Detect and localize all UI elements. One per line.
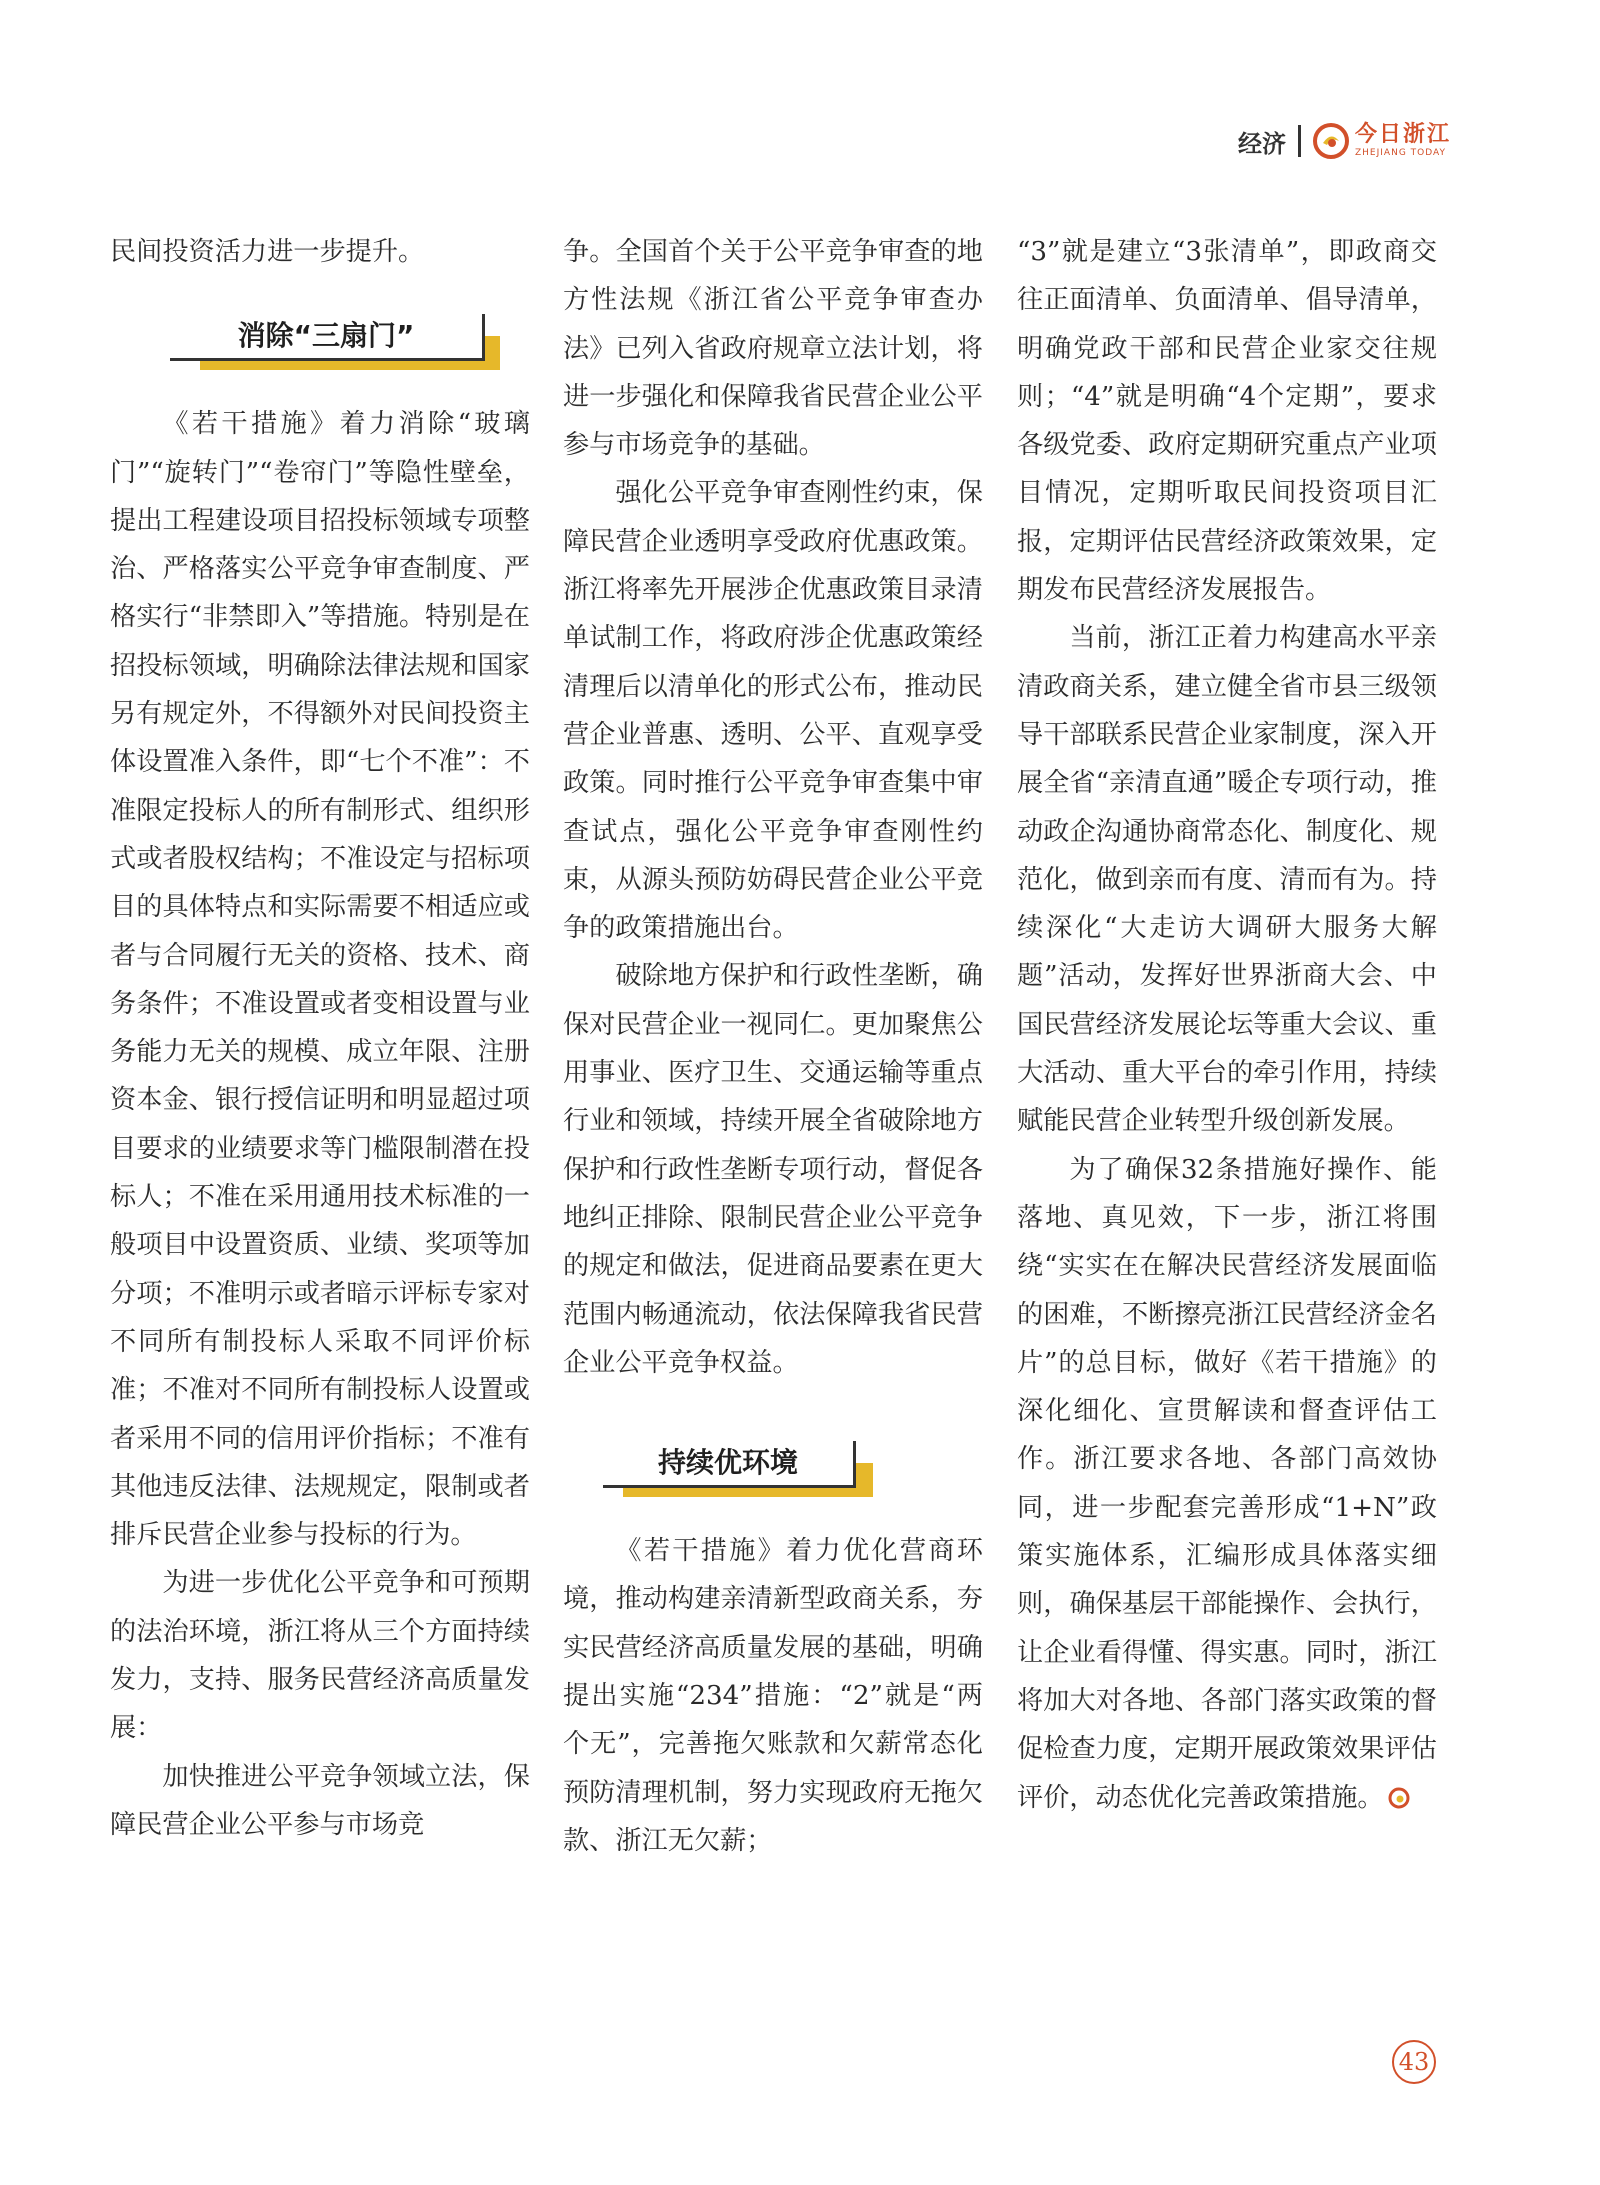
logo-english: ZHEJIANG TODAY xyxy=(1355,148,1446,158)
paragraph: 当前，浙江正着力构建高水平亲清政商关系，建立健全省市县三级领导干部联系民营企业家制度，深入开展全省“亲清直通”暖企专项行动，推动政企沟通协商常态化、制度化、规范化，做到亲而有度、清而有为。持续深化“大走访大调研大服务大解题”活动，发挥好世界浙商大会、中国民营经济发展论坛等重大会议、重大活动、重大平台的牵引作用，持续赋能民营企业转型升级创新发展。 xyxy=(1017,623,1437,1137)
page-header xyxy=(1238,116,1558,166)
header-divider xyxy=(1298,125,1301,157)
paragraph: 争。全国首个关于公平竞争审查的地方性法规《浙江省公平竞争审查办法》已列入省政府规章立法计划，将进一步强化和保障我省民营企业公平参与市场竞争的基础。 xyxy=(563,237,983,461)
section-name: 经济 xyxy=(1238,129,1286,158)
section-heading-box xyxy=(110,304,530,384)
zhejiang-today-logo-icon xyxy=(1313,123,1349,159)
magazine-logo xyxy=(1355,124,1451,158)
heading-plate xyxy=(603,1441,856,1488)
paragraph: “3”就是建立“3张清单”，即政商交往正面清单、负面清单、倡导清单，明确党政干部和民营企业家交往规则；“4”就是明确“4个定期”，要求各级党委、政府定期研究重点产业项目情况，定期听取民间投资项目汇报，定期评估民营经济政策效果，定期发布民营经济发展报告。 xyxy=(1017,237,1437,606)
paragraph: 《若干措施》着力消除“玻璃门”“旋转门”“卷帘门”等隐性壁垒，提出工程建设项目招投标领域专项整治、严格落实公平竞争审查制度、严格实行“非禁即入”等措施。特别是在招投标领域，明确除法律法规和国家另有规定外，不得额外对民间投资主体设置准入条件，即“七个不准”：不准限定投标人的所有制形式、组织形式或者股权结构；不准设定与招标项目的具体特点和实际需要不相适应或者与合同履行无关的资格、技术、商务条件；不准设置或者变相设置与业务能力无关的规模、成立年限、注册资本金、银行授信证明和明显超过项目要求的业绩要求等门槛限制潜在投标人；不准在采用通用技术标准的一般项目中设置资质、业绩、奖项等加分项；不准明示或者暗示评标专家对不同所有制投标人采取不同评价标准；不准对不同所有制投标人设置或者采用不同的信用评价指标；不准有其他违反法律、法规规定，限制或者排斥民营企业参与投标的行为。 xyxy=(110,409,530,1551)
paragraph: 为进一步优化公平竞争和可预期的法治环境，浙江将从三个方面持续发力，支持、服务民营经济高质量发展： xyxy=(110,1568,530,1744)
paragraph: 加快推进公平竞争领域立法，保障民营企业公平参与市场竞 xyxy=(110,1761,530,1840)
article-end-icon xyxy=(1388,1787,1410,1809)
heading-plate xyxy=(170,314,485,361)
logo-chinese: 今日浙江 xyxy=(1355,122,1452,147)
page-number: 43 xyxy=(1392,2040,1436,2084)
paragraph: 民间投资活力进一步提升。 xyxy=(110,237,425,267)
section-heading: 消除“三扇门” xyxy=(237,319,415,353)
column-3 xyxy=(1017,228,1437,1822)
paragraph: 《若干措施》着力优化营商环境，推动构建亲清新型政商关系，夯实民营经济高质量发展的基础，明确提出实施“234”措施：“2”就是“两个无”，完善拖欠账款和欠薪常态化预防清理机制，努力实现政府无拖欠款、浙江无欠薪； xyxy=(563,1536,983,1856)
paragraph-text: 为了确保32条措施好操作、能落地、真见效，下一步，浙江将围绕“实实在在解决民营经济发展面临的困难，不断擦亮浙江民营经济金名片”的总目标，做好《若干措施》的深化细化、宣贯解读和督查评估工作。浙江要求各地、各部门高效协同，进一步配套完善形成“1+N”政策实施体系，汇编形成具体落实细则，确保基层干部能操作、会执行，让企业看得懂、得实惠。同时，浙江将加大对各地、各部门落实政策的督促检查力度，定期开展政策效果评估评价，动态优化完善政策措施。 xyxy=(1017,1154,1437,1813)
column-1 xyxy=(110,228,530,1849)
paragraph: 强化公平竞争审查刚性约束，保障民营企业透明享受政府优惠政策。浙江将率先开展涉企优惠政策目录清单试制工作，将政府涉企优惠政策经清理后以清单化的形式公布，推动民营企业普惠、透明、公平、直观享受政策。同时推行公平竞争审查集中审查试点，强化公平竞争审查刚性约束，从源头预防妨碍民营企业公平竞争的政策措施出台。 xyxy=(563,478,983,944)
section-heading: 持续优环境 xyxy=(657,1445,798,1479)
paragraph xyxy=(1017,1146,1437,1822)
column-2 xyxy=(563,228,983,1865)
section-heading-box xyxy=(563,1431,983,1511)
paragraph: 破除地方保护和行政性垄断，确保对民营企业一视同仁。更加聚焦公用事业、医疗卫生、交通运输等重点行业和领域，持续开展全省破除地方保护和行政性垄断专项行动，督促各地纠正排除、限制民营企业公平竞争的规定和做法，促进商品要素在更大范围内畅通流动，依法保障我省民营企业公平竞争权益。 xyxy=(563,961,983,1378)
